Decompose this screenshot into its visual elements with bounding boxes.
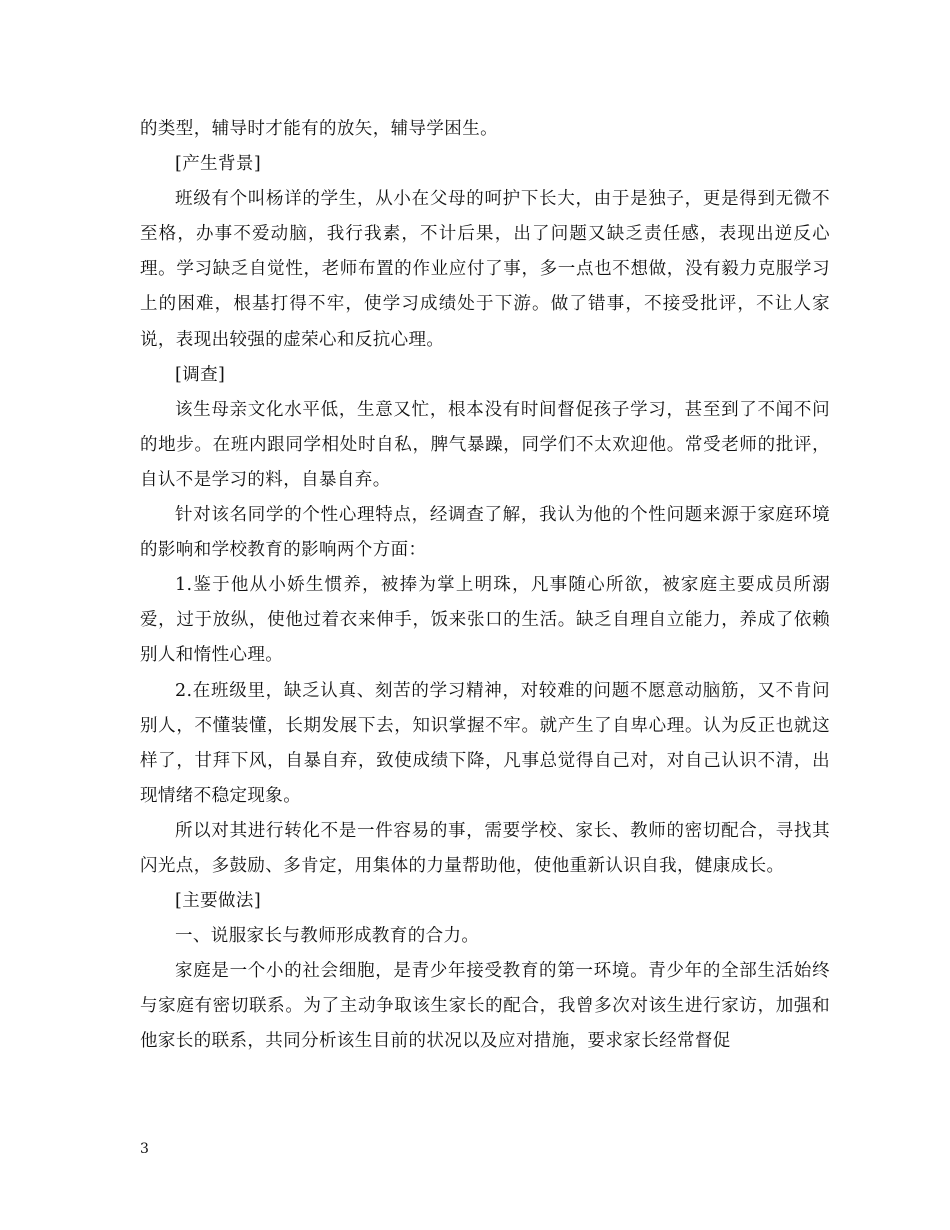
paragraph-7: 所以对其进行转化不是一件容易的事，需要学校、家长、教师的密切配合，寻找其闪光点，多鼓励、多肯定，用集体的力量帮助他，使他重新认识自我，健康成长。 [140,820,830,876]
paragraph-2: 班级有个叫杨详的学生，从小在父母的呵护下长大，由于是独子，更是得到无微不至格，办事不爱动脑，我行我素，不计后果，出了问题又缺乏责任感，表现出逆反心理。学习缺乏自觉性，老师布置的作业应付了事，多一点也不想做，没有毅力克服学习上的困难，根基打得不牢，使学习成绩处于下游。做了错事，不接受批评，不让人家说，表现出较强的虚荣心和反抗心理。 [140,189,830,350]
paragraph-1: 的类型，辅导时才能有的放矢，辅导学困生。 [140,119,498,139]
section-heading-background: [产生背景] [175,154,262,175]
paragraph-3: 该生母亲文化水平低，生意又忙，根本没有时间督促孩子学习，甚至到了不闻不问的地步。在班内跟同学相处时自私，脾气暴躁，同学们不太欢迎他。常受老师的批评，自认不是学习的料，自暴自弃。 [140,399,830,490]
section-heading-methods: [主要做法] [175,891,262,912]
document-body [140,112,830,1060]
paragraph-4: 针对该名同学的个性心理特点，经调查了解，我认为他的个性问题来源于家庭环境的影响和学校教育的影响两个方面： [140,505,830,561]
paragraph-8: 一、说服家长与教师形成教育的合力。 [175,926,480,947]
paragraph-9: 家庭是一个小的社会细胞，是青少年接受教育的第一环境。青少年的全部生活始终与家庭有密切联系。为了主动争取该生家长的配合，我曾多次对该生进行家访，加强和他家长的联系，共同分析该生目前的状况以及应对措施，要求家长经常督促 [140,961,830,1052]
page-number: 3 [140,1141,149,1157]
paragraph-6: 2.在班级里，缺乏认真、刻苦的学习精神，对较难的问题不愿意动脑筋，又不肯问别人，不懂装懂，长期发展下去，知识掌握不牢。就产生了自卑心理。认为反正也就这样了，甘拜下风，自暴自弃，致使成绩下降，凡事总觉得自己对，对自己认识不清，出现情绪不稳定现象。 [140,680,830,806]
paragraph-5: 1.鉴于他从小娇生惯养，被捧为掌上明珠，凡事随心所欲，被家庭主要成员所溺爱，过于放纵，使他过着衣来伸手，饭来张口的生活。缺乏自理自立能力，养成了依赖别人和惰性心理。 [140,575,830,666]
section-heading-investigation: [调查] [175,364,226,385]
